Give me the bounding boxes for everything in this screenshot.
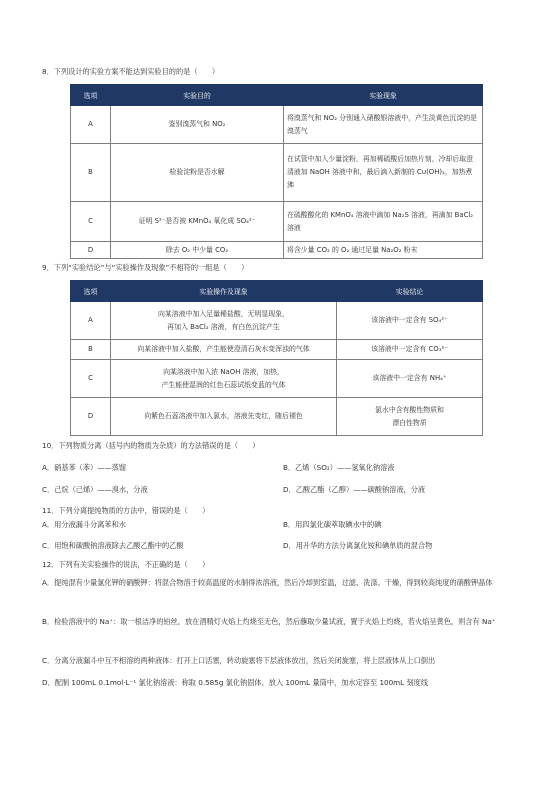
question-12-option-c: C．分离分液漏斗中互不相溶的两种液体：打开上口活塞，转动旋塞将下层液体放出，然后关闭旋塞，将上层液体从上口倒出	[42, 656, 436, 665]
question-12-option-b: B．检验溶液中的 Na⁺：取一根洁净的铂丝，放在酒精灯火焰上灼烧至无色，然后蘸取少量试液，置于火焰上灼烧，若火焰呈黄色，则含有 Na⁺	[42, 617, 496, 626]
table-row	[71, 144, 483, 202]
phenomenon-cell: 在硫酸酸化的 KMnO₄ 溶液中滴加 Na₂S 溶液，再滴加 BaCl₂ 溶液	[284, 202, 483, 242]
question-10-stem: 10．下列物质分离（括号内的物质为杂质）的方法错误的是（ ）	[42, 441, 260, 450]
conclusion-cell	[337, 340, 483, 360]
option-letter: C	[71, 202, 111, 242]
option-letter: D	[71, 398, 111, 436]
header-purpose: 实验目的	[111, 85, 284, 106]
table-row	[71, 202, 483, 242]
option-letter: A	[71, 302, 111, 340]
table-row	[71, 360, 483, 398]
question-10-option-d: D．乙酸乙酯（乙醇）——碳酸钠溶液，分液	[283, 485, 426, 494]
option-letter: D	[71, 242, 111, 259]
operation-line: 向某溶液中加入足量稀盐酸，无明显现象，	[158, 309, 289, 318]
phenomenon-cell: 将含少量 CO₂ 的 O₂ 通过足量 Na₂O₂ 粉末	[284, 242, 483, 259]
option-letter: A	[71, 106, 111, 144]
conclusion-cell	[337, 302, 483, 340]
question-11-option-c: C．用饱和碳酸钠溶液除去乙酸乙酯中的乙酸	[42, 541, 184, 550]
conclusion-line: 该溶液中一定含有 NH₄⁺	[372, 374, 447, 382]
option-letter: B	[71, 340, 111, 360]
question-11-option-b: B．用四氯化碳萃取碘水中的碘	[283, 520, 382, 529]
table-row	[71, 106, 483, 144]
phenomenon-cell: 将溴蒸气和 NO₂ 分别通入硝酸银溶液中，产生淡黄色沉淀的是溴蒸气	[284, 106, 483, 144]
conclusion-cell	[337, 398, 483, 436]
table-header-row	[71, 281, 483, 302]
question-10-option-a: A．硝基苯（苯）——蒸馏	[42, 463, 126, 472]
header-conclusion: 实验结论	[337, 281, 483, 302]
header-option: 选项	[71, 85, 111, 106]
conclusion-line: 氯水中含有酸性物质和	[375, 405, 444, 414]
question-11-stem: 11．下列分离提纯物质的方法中，错误的是（ ）	[42, 506, 210, 515]
conclusion-cell	[337, 360, 483, 398]
operation-line: 向紫色石蕊溶液中加入氯水，溶液先变红，随后褪色	[144, 412, 303, 420]
phenomenon-cell: 在试管中加入少量淀粉，再加稀硫酸后加热片刻，冷却后取澄清液加 NaOH 溶液中和，最后滴入新制的 Cu(OH)₂，加热煮沸	[284, 144, 483, 202]
question-10-option-c: C．己烷（己烯）——溴水，分液	[42, 485, 148, 494]
question-10-option-b: B．乙烯（SO₂）——氢氧化钠溶液	[283, 463, 395, 472]
question-9-stem: 9．下列“实验结论”与“实验操作及现象”不相符的一组是（ ）	[42, 263, 249, 272]
conclusion-line: 该溶液中一定含有 CO₃²⁻	[371, 345, 448, 353]
option-letter: B	[71, 144, 111, 202]
header-operation: 实验操作及现象	[111, 281, 337, 302]
question-9-table	[70, 280, 483, 436]
operation-cell	[111, 302, 337, 340]
operation-line: 向某溶液中加入盐酸，产生能使澄清石灰水变浑浊的气体	[137, 345, 310, 353]
conclusion-line: 漂白性物质	[392, 418, 427, 427]
question-8-stem: 8．下列设计的实验方案不能达到实验目的的是（ ）	[42, 67, 220, 76]
table-row	[71, 242, 483, 259]
table-row	[71, 340, 483, 360]
operation-line: 向某溶液中加入浓 NaOH 溶液，加热，	[163, 367, 284, 376]
option-letter: C	[71, 360, 111, 398]
table-row	[71, 302, 483, 340]
question-8-table	[70, 84, 483, 259]
header-phenomenon: 实验现象	[284, 85, 483, 106]
operation-line: 再加入 BaCl₂ 溶液，有白色沉淀产生	[167, 322, 280, 331]
question-12-option-a: A．提纯混有少量氯化钾的硝酸钾：将混合物溶于较高温度的水制得浓溶液，然后冷却到室温，过滤、洗涤、干燥，得到较高纯度的硝酸钾晶体	[42, 578, 493, 587]
purpose-cell: 鉴别溴蒸气和 NO₂	[111, 106, 284, 144]
operation-cell	[111, 340, 337, 360]
purpose-cell: 证明 S²⁻是否被 KMnO₄ 氧化成 SO₄²⁻	[111, 202, 284, 242]
operation-line: 产生能使湿润的红色石蕊试纸变蓝的气体	[161, 380, 286, 389]
purpose-cell: 除去 O₂ 中少量 CO₂	[111, 242, 284, 259]
operation-cell	[111, 360, 337, 398]
operation-cell	[111, 398, 337, 436]
table-row	[71, 398, 483, 436]
question-12-stem: 12．下列有关实验操作的说法，不正确的是（ ）	[42, 560, 210, 569]
conclusion-line: 该溶液中一定含有 SO₄²⁻	[371, 316, 448, 324]
question-11-option-d: D．用升华的方法分离氯化铵和碘单质的混合物	[283, 541, 433, 550]
table-header-row	[71, 85, 483, 106]
question-11-option-a: A．用分液漏斗分离苯和水	[42, 520, 126, 529]
question-12-option-d: D．配制 100mL 0.1mol·L⁻¹ 氯化钠溶液：称取 0.585g 氯化钠固体，放入 100mL 量筒中，加水定容至 100mL 刻度线	[42, 678, 429, 687]
header-option: 选项	[71, 281, 111, 302]
purpose-cell: 检验淀粉是否水解	[111, 144, 284, 202]
